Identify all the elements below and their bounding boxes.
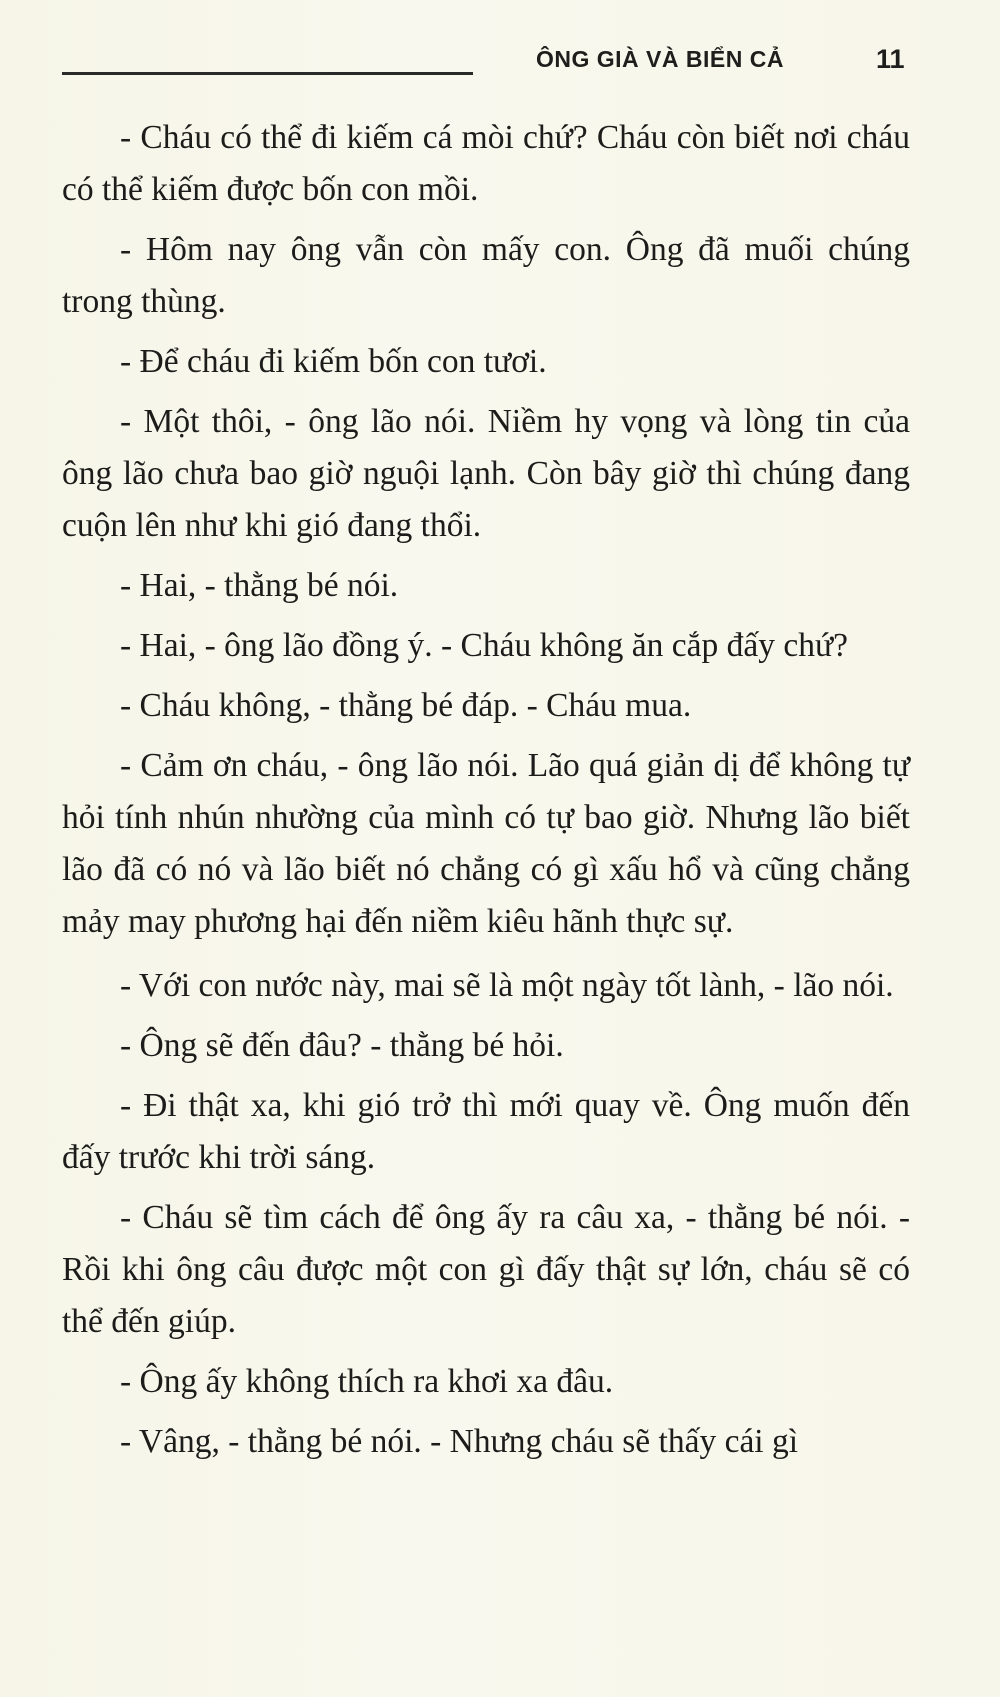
paragraph: - Ông ấy không thích ra khơi xa đâu.: [120, 1363, 614, 1400]
header-rule: [62, 72, 473, 75]
paragraph: - Đi thật xa, khi gió trở thì mới quay về. Ông muốn đến đấy trước khi trời sáng.: [62, 1087, 910, 1176]
page-number: 11: [876, 44, 905, 74]
paragraph: - Với con nước này, mai sẽ là một ngày tốt lành, - lão nói.: [120, 967, 894, 1004]
paragraph: - Cháu không, - thằng bé đáp. - Cháu mua.: [120, 687, 692, 724]
running-title: ÔNG GIÀ VÀ BIỂN CẢ: [536, 46, 784, 72]
paragraph: - Hai, - ông lão đồng ý. - Cháu không ăn cắp đấy chứ?: [120, 627, 848, 664]
paragraph: - Để cháu đi kiếm bốn con tươi.: [120, 343, 547, 380]
paragraph: - Hôm nay ông vẫn còn mấy con. Ông đã muối chúng trong thùng.: [62, 231, 910, 320]
body-text: [62, 112, 910, 1476]
paragraph: - Ông sẽ đến đâu? - thằng bé hỏi.: [120, 1027, 564, 1064]
paragraph: - Hai, - thằng bé nói.: [120, 567, 399, 604]
paragraph: - Một thôi, - ông lão nói. Niềm hy vọng và lòng tin của ông lão chưa bao giờ nguội lạnh. Còn bây giờ thì chúng đang cuộn lên như khi gió đang thổi.: [62, 403, 910, 544]
paragraph: - Cháu có thể đi kiếm cá mòi chứ? Cháu còn biết nơi cháu có thể kiếm được bốn con mồi.: [62, 119, 910, 208]
paragraph: - Vâng, - thằng bé nói. - Nhưng cháu sẽ thấy cái gì: [120, 1423, 799, 1460]
paragraph: - Cháu sẽ tìm cách để ông ấy ra câu xa, - thằng bé nói. - Rồi khi ông câu được một con gì đấy thật sự lớn, cháu sẽ có thể đến giúp.: [62, 1199, 910, 1340]
paragraph: - Cảm ơn cháu, - ông lão nói. Lão quá giản dị để không tự hỏi tính nhún nhường của mình có tự bao giờ. Nhưng lão biết lão đã có nó và lão biết nó chẳng có gì xấu hổ và cũng chẳng mảy may phương hại đến niềm kiêu hãnh thực sự.: [62, 747, 910, 940]
